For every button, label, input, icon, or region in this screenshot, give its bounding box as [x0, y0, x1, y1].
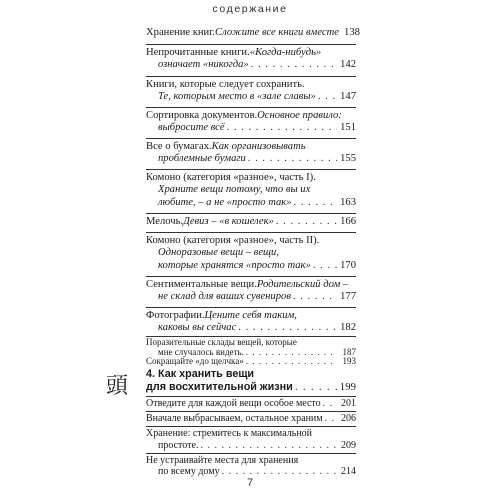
page-number: 182 — [340, 322, 356, 334]
page-number: 147 — [340, 91, 356, 103]
toc-entry: Комоно (категория «разное», часть II). Одноразовые вещи – вещи, которые хранятся «просто так» . . . 170 — [146, 235, 356, 272]
toc-entry: Отведите для каждой вещи особое место . . . 201 — [146, 398, 356, 410]
toc-entry: Хранение: стремитесь к максимальной простоте. . . . 209 — [146, 428, 356, 451]
toc-entry: Поразительные склады вещей, которые мне случалось видеть. . . . 187 — [146, 338, 356, 357]
toc-entry: Хранение книг. Сложите все книги вместе 138 — [146, 27, 360, 38]
divider — [146, 76, 356, 77]
page-number: 209 — [341, 439, 356, 451]
divider — [146, 276, 356, 277]
toc-entry: Комоно (категория «разное», часть I). Храните вещи потому, что вы их любите, – а не «просто так» . . . 163 — [146, 172, 356, 209]
toc-entry: Сокращайте «до щелчка» . . . 193 — [146, 357, 356, 367]
divider — [146, 232, 356, 233]
page-number: 170 — [340, 259, 356, 271]
divider — [146, 453, 356, 454]
chapter-title-line2: для восхитительной жизни — [146, 381, 293, 393]
toc-entry: Все о бумагах. Как организовывать проблемные бумаги . . . 155 — [146, 141, 356, 166]
toc-entry: Вначале выбрасываем, остальное храним . . . 206 — [146, 413, 356, 425]
running-head: содержание — [212, 3, 288, 15]
toc-entry: Фотографии. Цените себя таким, каковы вы сейчас . . . 182 — [146, 310, 356, 335]
chapter-heading — [146, 368, 356, 394]
divider — [146, 169, 356, 170]
chapter-kanji-ornament: 頭 — [106, 374, 129, 399]
page-number: 163 — [340, 196, 356, 208]
toc-entry: Мелочь. Девиз – «в кошелек» . . . 166 — [146, 216, 356, 228]
page-number: 187 — [342, 346, 356, 357]
toc-entry: Книги, которые следует сохранить. Те, которым место в «зале славы» . . . 147 — [146, 79, 356, 104]
page-number: 155 — [340, 153, 356, 165]
chapter-title-line1: 4. Как хранить вещи — [146, 368, 255, 380]
page-number: 199 — [339, 381, 356, 393]
page-number: 138 — [344, 27, 360, 38]
divider — [146, 138, 356, 139]
toc-entry: Непрочитанные книги. «Когда-нибудь» означает «никогда» . . . 142 — [146, 47, 356, 72]
divider — [146, 396, 356, 397]
toc-entry: Сортировка документов. Основное правило: выбросите всё . . . 151 — [146, 110, 356, 135]
divider — [146, 44, 356, 45]
divider — [146, 307, 356, 308]
divider — [146, 411, 356, 412]
page-number: 151 — [340, 122, 356, 134]
page-number: 177 — [340, 291, 356, 303]
page-number: 214 — [341, 466, 356, 477]
page-number: 206 — [341, 413, 356, 424]
divider — [146, 426, 356, 427]
divider — [146, 107, 356, 108]
page-number: 142 — [340, 59, 356, 71]
toc-entry: Не устраивайте места для хранения по всему дому . . . 214 — [146, 455, 356, 477]
divider — [146, 213, 356, 214]
toc-entry: Сентиментальные вещи. Родительский дом – не склад для ваших сувениров . . . 177 — [146, 279, 356, 304]
page-number: 166 — [340, 216, 356, 227]
page-number: 193 — [342, 356, 356, 366]
page-number: 201 — [341, 398, 356, 409]
page-footer-number: 7 — [246, 477, 254, 489]
